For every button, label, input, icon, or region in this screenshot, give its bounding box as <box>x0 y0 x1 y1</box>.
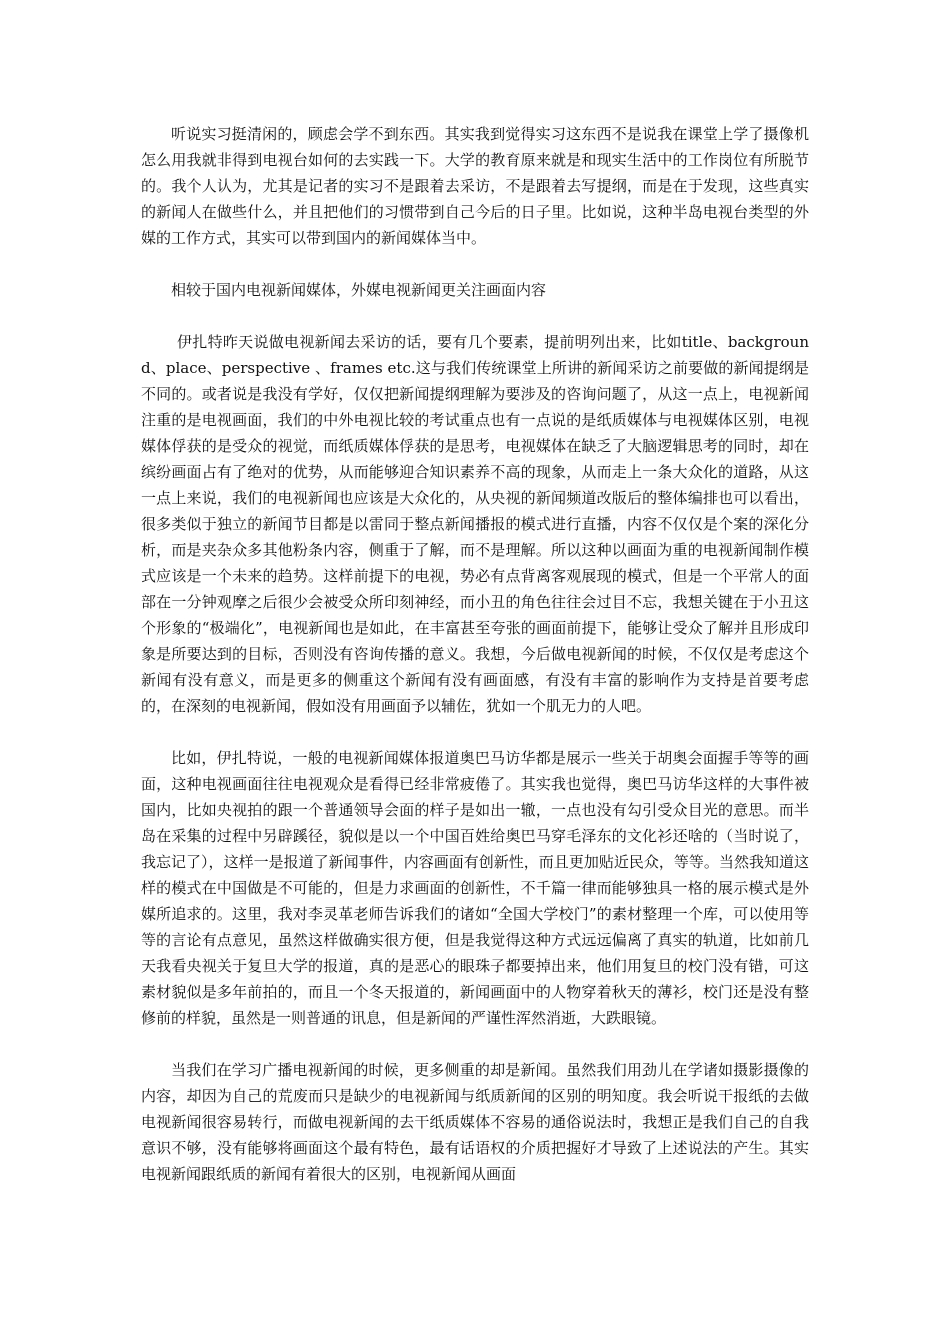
paragraph-obama-example: 比如，伊扎特说，一般的电视新闻媒体报道奥巴马访华都是展示一些关于胡奥会面握手等等的画面，这种电视画面往往电视观众是看得已经非常疲倦了。其实我也觉得，奥巴马访华这样的大事件被国内，比如央视拍的跟一个普通领导会面的样子是如出一辙，一点也没有勾引受众目光的意思。而半岛在采集的过程中另辟蹊径，貌似是以一个中国百姓给奥巴马穿毛泽东的文化衫还啥的（当时说了，我忘记了），这样一是报道了新闻事件，内容画面有创新性，而且更加贴近民众，等等。当然我知道这样的模式在中国做是不可能的，但是力求画面的创新性，不千篇一律而能够独具一格的展示模式是外媒所追求的。这里，我对李灵革老师告诉我们的诸如“全国大学校门”的素材整理一个库，可以使用等等的言论有点意见，虽然这样做确实很方便，但是我觉得这种方式远远偏离了真实的轨道，比如前几天我看央视关于复旦大学的报道，真的是恶心的眼珠子都要掉出来，他们用复旦的校门没有错，可这素材貌似是多年前拍的，而且一个冬天报道的，新闻画面中的人物穿着秋天的薄衫，校门还是没有整修前的样貌，虽然是一则普通的讯息，但是新闻的严谨性浑然消逝，大跌眼镜。 <box>141 749 809 1027</box>
section-heading: 相较于国内电视新闻媒体，外媒电视新闻更关注画面内容 <box>171 281 547 299</box>
paragraph-internship: 听说实习挺清闲的，顾虑会学不到东西。其实我到觉得实习这东西不是说我在课堂上学了摄像机怎么用我就非得到电视台如何的去实践一下。大学的教育原来就是和现实生活中的工作岗位有所脱节的。我个人认为，尤其是记者的实习不是跟着去采访，不是跟着去写提纲，而是在于发现，这些真实的新闻人在做些什么，并且把他们的习惯带到自己今后的日子里。比如说，这种半岛电视台类型的外媒的工作方式，其实可以带到国内的新闻媒体当中。 <box>141 125 809 247</box>
paragraph-elements: 伊扎特昨天说做电视新闻去采访的话，要有几个要素，提前明列出来，比如title、background、place、perspective 、frames etc.这与我们传统课堂上所讲的新闻采访之前要做的新闻提纲是不同的。或者说是我没有学好，仅仅把新闻提纲理解为要涉及的咨询问题了，从这一点上，电视新闻注重的是电视画面，我们的中外电视比较的考试重点也有一点说的是纸质媒体与电视媒体区别，电视媒体俘获的是受众的视觉，而纸质媒体俘获的是思考，电视媒体在缺乏了大脑逻辑思考的同时，却在缤纷画面占有了绝对的优势，从而能够迎合知识素养不高的现象，从而走上一条大众化的道路，从这一点上来说，我们的电视新闻也应该是大众化的，从央视的新闻频道改版后的整体编排也可以看出，很多类似于独立的新闻节目都是以雷同于整点新闻播报的模式进行直播，内容不仅仅是个案的深化分析，而是夹杂众多其他粉条内容，侧重于了解，而不是理解。所以这种以画面为重的电视新闻制作模式应该是一个未来的趋势。这样前提下的电视，势必有点背离客观展现的模式，但是一个平常人的面部在一分钟观摩之后很少会被受众所印刻神经，而小丑的角色往往会过目不忘，我想关键在于小丑这个形象的“极端化”，电视新闻也是如此，在丰富甚至夸张的画面前提下，能够让受众了解并且形成印象是所要达到的目标，否则没有咨询传播的意义。我想，今后做电视新闻的时候，不仅仅是考虑这个新闻有没有意义，而是更多的侧重这个新闻有没有画面感，有没有丰富的影响作为支持是首要考虑的，在深刻的电视新闻，假如没有用画面予以辅佐，犹如一个肌无力的人吧。 <box>141 333 809 715</box>
document-body <box>141 121 809 1213</box>
paragraph-study-reflection: 当我们在学习广播电视新闻的时候，更多侧重的却是新闻。虽然我们用劲儿在学诸如摄影摄像的内容，却因为自己的荒废而只是缺少的电视新闻与纸质新闻的区别的明知度。我会听说干报纸的去做电视新闻很容易转行，而做电视新闻的去干纸质媒体不容易的通俗说法时，我想正是我们自己的自我意识不够，没有能够将画面这个最有特色，最有话语权的介质把握好才导致了上述说法的产生。其实电视新闻跟纸质的新闻有着很大的区别，电视新闻从画面 <box>141 1061 809 1183</box>
